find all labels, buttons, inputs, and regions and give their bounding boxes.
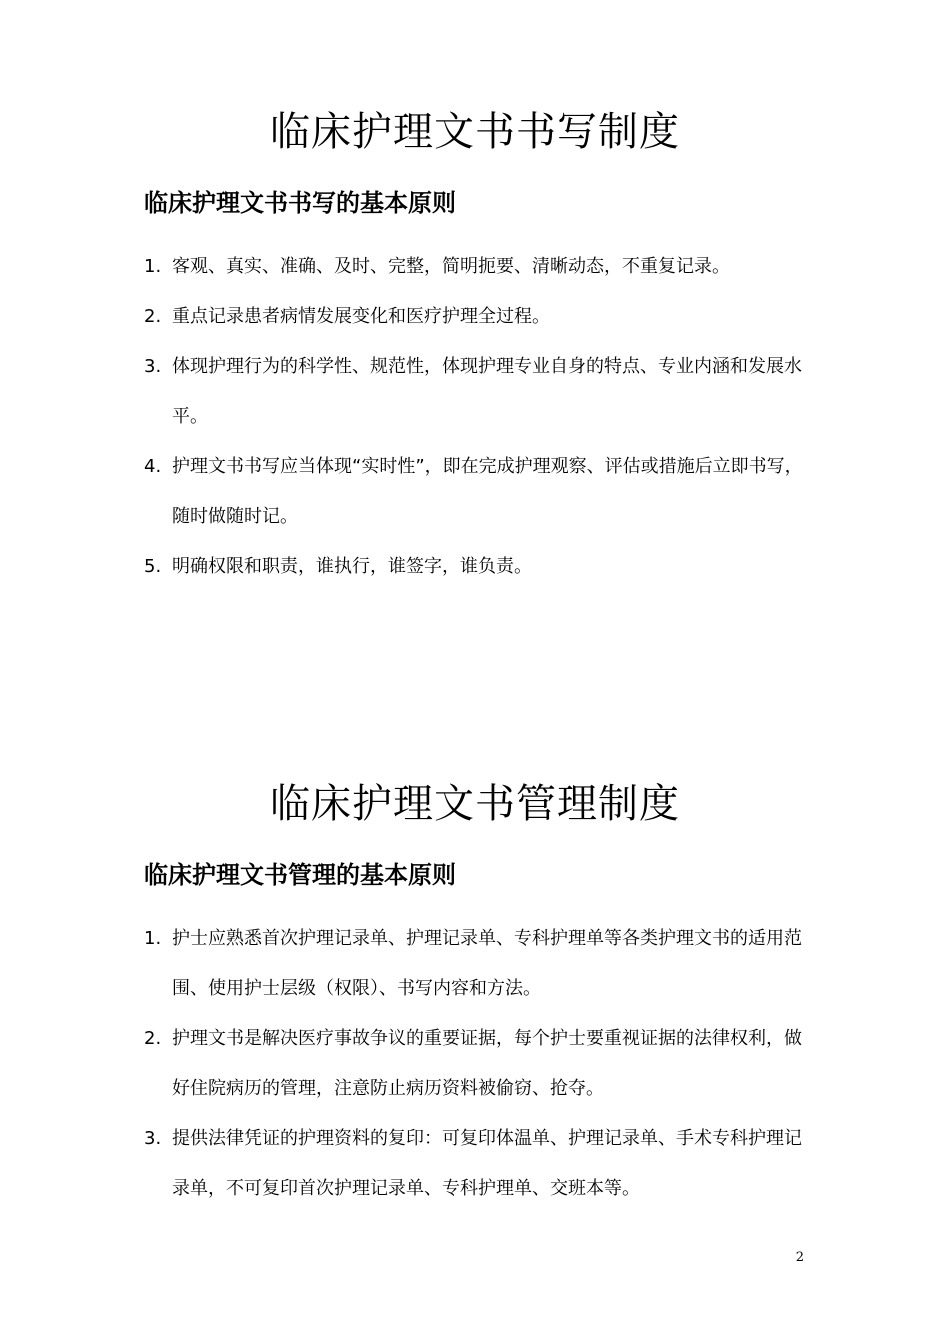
section-writing-policy (0, 102, 950, 577)
list-item (144, 1114, 814, 1214)
list-item (144, 442, 814, 542)
item-number: 3. (144, 1128, 162, 1149)
item-number: 4. (144, 456, 162, 477)
list-item (144, 242, 814, 292)
item-text: 护士应熟悉首次护理记录单、护理记录单、专科护理单等各类护理文书的适用范围、使用护士层级（权限）、书写内容和方法。 (172, 928, 802, 999)
item-number: 3. (144, 356, 162, 377)
item-text: 提供法律凭证的护理资料的复印：可复印体温单、护理记录单、手术专科护理记录单，不可复印首次护理记录单、专科护理单、交班本等。 (172, 1128, 802, 1199)
principle-list (144, 242, 814, 592)
item-number: 1. (144, 256, 162, 277)
principle-list (144, 914, 814, 1214)
item-number: 1. (144, 928, 162, 949)
item-number: 2. (144, 1028, 162, 1049)
item-text: 重点记录患者病情发展变化和医疗护理全过程。 (172, 306, 550, 327)
list-item (144, 342, 814, 442)
list-item (144, 1014, 814, 1114)
page-number: 2 (795, 1250, 804, 1265)
page-title: 临床护理文书书写制度 (270, 109, 680, 155)
section-heading: 临床护理文书书写的基本原则 (144, 189, 456, 217)
list-item (144, 914, 814, 1014)
item-text: 客观、真实、准确、及时、完整，简明扼要、清晰动态，不重复记录。 (172, 256, 730, 277)
list-item (144, 542, 814, 592)
item-number: 2. (144, 306, 162, 327)
list-item (144, 292, 814, 342)
item-text: 明确权限和职责，谁执行，谁签字，谁负责。 (172, 556, 532, 577)
item-text: 护理文书是解决医疗事故争议的重要证据，每个护士要重视证据的法律权利，做好住院病历的管理，注意防止病历资料被偷窃、抢夺。 (172, 1028, 802, 1099)
section-heading: 临床护理文书管理的基本原则 (144, 861, 456, 889)
section-management-policy (0, 774, 950, 1199)
item-text: 护理文书书写应当体现“实时性”，即在完成护理观察、评估或措施后立即书写，随时做随时记。 (172, 456, 803, 527)
page-title: 临床护理文书管理制度 (270, 781, 680, 827)
item-text: 体现护理行为的科学性、规范性，体现护理专业自身的特点、专业内涵和发展水平。 (172, 356, 802, 427)
item-number: 5. (144, 556, 162, 577)
